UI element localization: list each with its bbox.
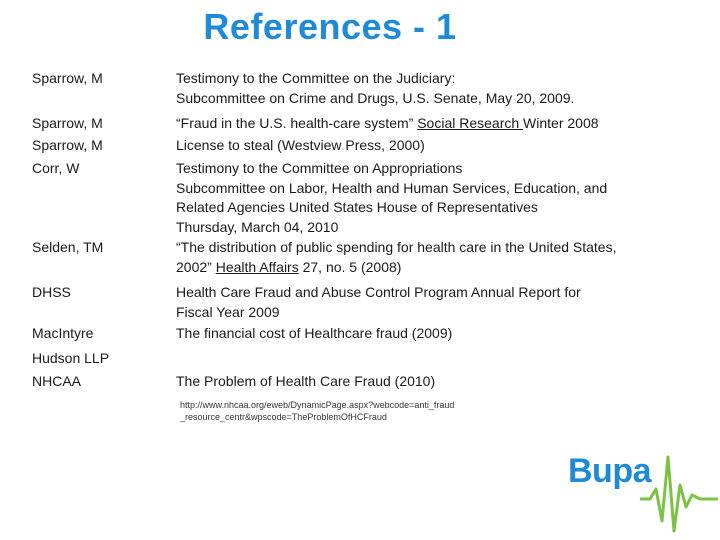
reference-4-line-3: Related Agencies United States House of Representatives (176, 199, 538, 215)
page-title: References - 1 (203, 6, 457, 47)
reference-6-line-1: Health Care Fraud and Abuse Control Program Annual Report for (176, 284, 581, 300)
author-3: Sparrow, M (32, 137, 103, 153)
reference-3-text: License to steal (Westview Press, 2000) (176, 137, 425, 153)
reference-8 (176, 372, 696, 392)
author-8: Hudson LLP (32, 350, 110, 366)
reference-url-line-2[interactable]: _resource_centr&wpscode=TheProblemOfHCFraud (180, 412, 387, 422)
reference-5-volume: 27, no. 5 (2008) (298, 258, 402, 275)
reference-2-journal: Social Research (417, 115, 524, 131)
author-7: MacIntyre (32, 325, 94, 341)
author-4: Corr, W (32, 160, 80, 176)
bupa-logo-text: Bupa (568, 452, 651, 490)
reference-url-line-1[interactable]: http://www.nhcaa.org/eweb/DynamicPage.aspx?webcode=anti_fraud (180, 400, 455, 410)
reference-2 (176, 114, 696, 134)
reference-1 (176, 69, 696, 108)
reference-4-line-4: Thursday, March 04, 2010 (176, 218, 339, 235)
author-1: Sparrow, M (32, 70, 103, 86)
reference-5-line-1: “The distribution of public spending for health care in the United States, (176, 239, 617, 255)
reference-url[interactable] (180, 399, 560, 423)
reference-2-date: Winter 2008 (523, 115, 599, 131)
reference-6 (176, 283, 696, 322)
reference-2-title: “Fraud in the U.S. health-care system” (176, 115, 418, 131)
reference-3 (176, 136, 696, 156)
reference-5 (176, 238, 696, 277)
author-2: Sparrow, M (32, 115, 103, 131)
author-6: DHSS (32, 284, 71, 300)
reference-4-line-2: Subcommittee on Labor, Health and Human Services, Education, and (176, 179, 608, 196)
reference-1-line-1: Testimony to the Committee on the Judiciary: (176, 70, 456, 86)
reference-4-line-1: Testimony to the Committee on Appropriations (176, 160, 463, 176)
reference-7 (176, 324, 696, 344)
author-9: NHCAA (32, 373, 82, 389)
reference-4 (176, 159, 696, 237)
author-5: Selden, TM (32, 239, 104, 255)
reference-1-line-2: Subcommittee on Crime and Drugs, U.S. Senate, May 20, 2009. (176, 89, 575, 106)
reference-5-journal: Health Affairs (215, 258, 299, 275)
reference-7-text: The financial cost of Healthcare fraud (2009) (176, 325, 453, 341)
reference-6-line-2: Fiscal Year 2009 (176, 303, 280, 320)
reference-5-year: 2002” (176, 258, 216, 275)
reference-8-text: The Problem of Health Care Fraud (2010) (176, 373, 436, 389)
heartbeat-wave-icon (640, 455, 718, 535)
